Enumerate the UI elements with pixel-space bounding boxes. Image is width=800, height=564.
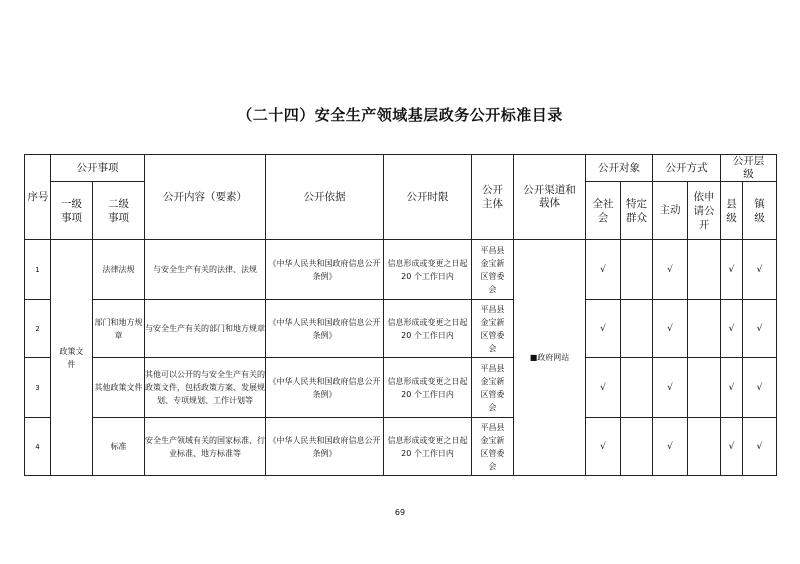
check-level-county: √ xyxy=(721,358,743,418)
row-content: 与安全生产有关的部门和地方规章 xyxy=(145,300,266,358)
header-level-town: 镇级 xyxy=(743,182,777,240)
header-subject: 公开主体 xyxy=(472,155,514,240)
header-basis: 公开依据 xyxy=(266,155,384,240)
row-basis: 《中华人民共和国政府信息公开条例》 xyxy=(266,358,384,418)
check-level-county: √ xyxy=(721,240,743,300)
row-seq: 2 xyxy=(25,300,51,358)
check-level-town: √ xyxy=(743,240,777,300)
table-row xyxy=(25,358,777,418)
check-level-town: √ xyxy=(743,300,777,358)
row-basis: 《中华人民共和国政府信息公开条例》 xyxy=(266,418,384,476)
header-content: 公开内容（要素） xyxy=(145,155,266,240)
check-mode-active: √ xyxy=(653,358,688,418)
check-mode-active: √ xyxy=(653,240,688,300)
check-mode-active: √ xyxy=(653,300,688,358)
row-basis: 《中华人民共和国政府信息公开条例》 xyxy=(266,240,384,300)
header-seq: 序号 xyxy=(25,155,51,240)
row-time: 信息形成或变更之日起 20 个工作日内 xyxy=(384,358,472,418)
page-number: 69 xyxy=(394,508,406,517)
row-seq: 3 xyxy=(25,358,51,418)
empty-target-specific xyxy=(621,358,653,418)
row-time: 信息形成或变更之日起 20 个工作日内 xyxy=(384,300,472,358)
header-mode-request: 依申请公开 xyxy=(688,182,721,240)
header-level-group: 公开层级 xyxy=(721,155,777,182)
check-mode-active: √ xyxy=(653,418,688,476)
header-target-all: 全社会 xyxy=(586,182,621,240)
empty-mode-request xyxy=(688,300,721,358)
header-channel: 公开渠道和载体 xyxy=(514,155,586,240)
check-target-all: √ xyxy=(586,240,621,300)
row-level2: 标准 xyxy=(93,418,145,476)
row-time: 信息形成或变更之日起 20 个工作日内 xyxy=(384,418,472,476)
channel-government-website: ■政府网站 xyxy=(514,240,586,476)
row-seq: 4 xyxy=(25,418,51,476)
row-subject: 平昌县金宝新区管委会 xyxy=(472,300,514,358)
page-title: （二十四）安全生产领域基层政务公开标准目录 xyxy=(237,106,563,124)
empty-mode-request xyxy=(688,240,721,300)
header-mode-active: 主动 xyxy=(653,182,688,240)
empty-mode-request xyxy=(688,418,721,476)
empty-target-specific xyxy=(621,300,653,358)
row-time: 信息形成或变更之日起 20 个工作日内 xyxy=(384,240,472,300)
check-level-town: √ xyxy=(743,358,777,418)
check-level-county: √ xyxy=(721,300,743,358)
header-level1: 一级事项 xyxy=(51,182,93,240)
row-subject: 平昌县金宝新区管委会 xyxy=(472,358,514,418)
row-content: 其他可以公开的与安全生产有关的政策文件，包括政策方案、发展规划、专项规划、工作计划等 xyxy=(145,358,266,418)
empty-mode-request xyxy=(688,358,721,418)
row-seq: 1 xyxy=(25,240,51,300)
row-level2: 其他政策文件 xyxy=(93,358,145,418)
header-mode-group: 公开方式 xyxy=(653,155,721,182)
check-target-all: √ xyxy=(586,300,621,358)
row-content: 安全生产领域有关的国家标准、行业标准、地方标准等 xyxy=(145,418,266,476)
empty-target-specific xyxy=(621,418,653,476)
header-target-specific: 特定群众 xyxy=(621,182,653,240)
header-target-group: 公开对象 xyxy=(586,155,653,182)
header-level-county: 县级 xyxy=(721,182,743,240)
table-row xyxy=(25,240,777,300)
row-level2: 法律法规 xyxy=(93,240,145,300)
row-basis: 《中华人民共和国政府信息公开条例》 xyxy=(266,300,384,358)
header-items-group: 公开事项 xyxy=(51,155,145,182)
check-target-all: √ xyxy=(586,358,621,418)
row-content: 与安全生产有关的法律、法规 xyxy=(145,240,266,300)
table-row xyxy=(25,300,777,358)
level1-policy-documents: 政策文件 xyxy=(51,240,93,476)
header-row-top xyxy=(25,155,777,182)
check-target-all: √ xyxy=(586,418,621,476)
check-level-county: √ xyxy=(721,418,743,476)
header-time: 公开时限 xyxy=(384,155,472,240)
disclosure-catalog-table xyxy=(24,154,777,476)
row-subject: 平昌县金宝新区管委会 xyxy=(472,240,514,300)
row-subject: 平昌县金宝新区管委会 xyxy=(472,418,514,476)
check-level-town: √ xyxy=(743,418,777,476)
table-row xyxy=(25,418,777,476)
empty-target-specific xyxy=(621,240,653,300)
row-level2: 部门和地方规章 xyxy=(93,300,145,358)
header-level2: 二级事项 xyxy=(93,182,145,240)
